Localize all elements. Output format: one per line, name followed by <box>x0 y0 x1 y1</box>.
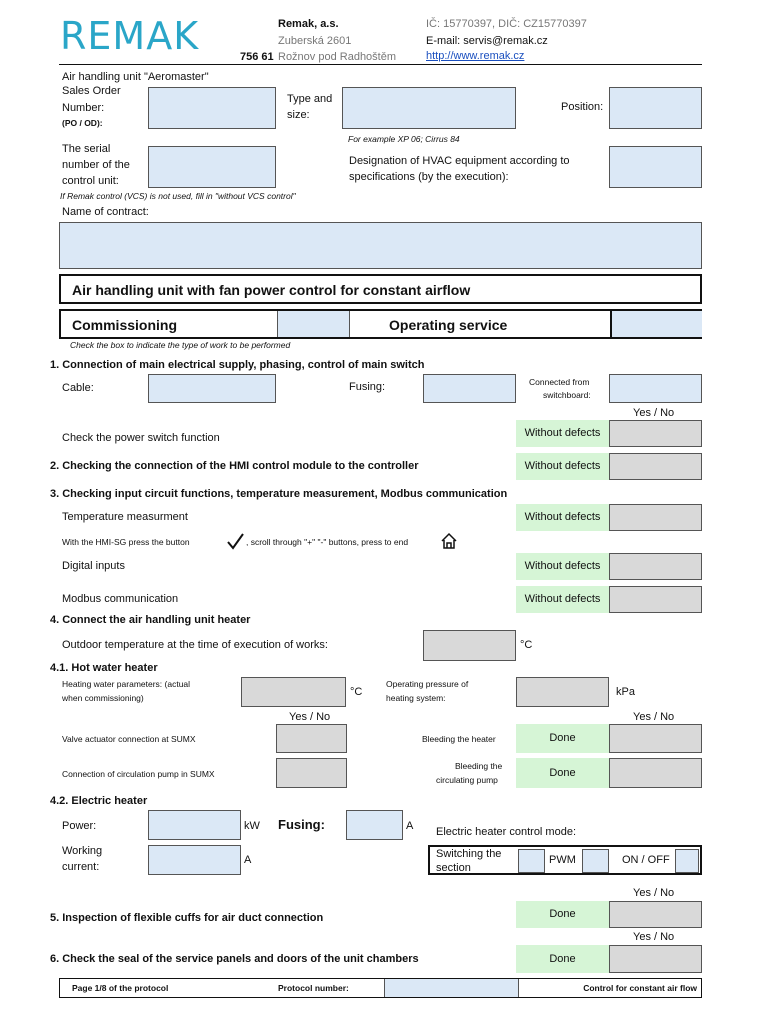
bleed-heater-check[interactable] <box>609 724 702 753</box>
commissioning-checkbox[interactable] <box>277 311 350 337</box>
section-3-title: 3. Checking input circuit functions, temperature measurement, Modbus communication <box>50 488 508 500</box>
yes-no-header: Yes / No <box>633 711 675 723</box>
footer-bar <box>59 978 702 998</box>
company-city: Rožnov pod Radhoštěm <box>278 51 397 63</box>
yes-no-header: Yes / No <box>633 931 675 943</box>
hw-params-label-2: when commissioning) <box>62 693 144 703</box>
designation-label: Designation of HVAC equipment according to <box>349 155 570 167</box>
power-switch-check[interactable] <box>609 420 702 447</box>
section-2-title: 2. Checking the connection of the HMI control module to the controller <box>50 460 419 472</box>
company-email: E-mail: servis@remak.cz <box>426 35 548 47</box>
yes-no-header: Yes / No <box>633 407 675 419</box>
connected-label-2: switchboard: <box>543 390 591 400</box>
sales-order-input[interactable] <box>148 87 276 129</box>
sales-order-label-3: (PO / OD): <box>62 118 103 128</box>
bleed-pump-check[interactable] <box>609 758 702 788</box>
designation-label-2: specifications (by the execution): <box>349 171 509 183</box>
cuffs-check[interactable] <box>609 901 702 928</box>
sales-order-label-2: Number: <box>62 102 105 114</box>
section-1-title: 1. Connection of main electrical supply, phasing, control of main switch <box>50 359 425 371</box>
switching-label: Switching the <box>436 848 502 860</box>
onoff-checkbox[interactable] <box>675 849 699 873</box>
power-label: Power: <box>62 820 97 832</box>
footer-control: Control for constant air flow <box>583 983 697 993</box>
serial-label: The serial <box>62 143 111 155</box>
contract-input[interactable] <box>59 222 702 269</box>
section-4-title: 4. Connect the air handling unit heater <box>50 614 251 626</box>
fusing-input[interactable] <box>346 810 403 840</box>
power-switch-label: Check the power switch function <box>62 432 220 444</box>
pwm-label: PWM <box>549 854 576 866</box>
unit-celsius: °C <box>350 686 363 698</box>
without-defects-badge: Without defects <box>516 504 609 531</box>
footer-protocol-label: Protocol number: <box>278 983 349 993</box>
without-defects-badge: Without defects <box>516 586 609 613</box>
without-defects-badge: Without defects <box>516 420 609 447</box>
unit-title: Air handling unit "Aeromaster" <box>62 71 209 83</box>
serial-label-3: control unit: <box>62 175 119 187</box>
section-5-title: 5. Inspection of flexible cuffs for air duct connection <box>50 912 324 924</box>
control-mode-label: Electric heater control mode: <box>436 826 577 838</box>
type-example-note: For example XP 06; Cirrus 84 <box>348 134 460 144</box>
title-banner <box>59 274 702 304</box>
position-input[interactable] <box>609 87 702 129</box>
type-label: Type and <box>287 93 333 105</box>
onoff-label: ON / OFF <box>622 854 670 866</box>
switching-label-2: section <box>436 862 471 874</box>
commissioning-label: Commissioning <box>72 317 178 333</box>
protocol-number-input[interactable] <box>384 979 519 997</box>
done-badge: Done <box>516 758 609 788</box>
contract-label: Name of contract: <box>62 206 149 218</box>
working-current-label-2: current: <box>62 861 100 873</box>
position-label: Position: <box>561 101 604 113</box>
modbus-check[interactable] <box>609 586 702 613</box>
connected-input[interactable] <box>609 374 702 403</box>
temp-check[interactable] <box>609 504 702 531</box>
unit-ampere: A <box>244 854 252 866</box>
switching-mode-group <box>428 845 702 875</box>
op-pressure-label-2: heating system: <box>386 693 446 703</box>
digital-inputs-label: Digital inputs <box>62 560 125 572</box>
pump-check[interactable] <box>276 758 347 788</box>
company-ids: IČ: 15770397, DIČ: CZ15770397 <box>426 18 587 30</box>
done-badge: Done <box>516 724 609 753</box>
section-4-1-title: 4.1. Hot water heater <box>50 662 158 674</box>
unit-kw: kW <box>244 820 260 832</box>
bleed-pump-label-2: circulating pump <box>436 775 498 785</box>
home-icon <box>440 532 458 550</box>
outdoor-temp-label: Outdoor temperature at the time of execution of works: <box>62 639 328 651</box>
digital-inputs-check[interactable] <box>609 553 702 580</box>
without-defects-badge: Without defects <box>516 453 609 480</box>
work-type-note: Check the box to indicate the type of work to be performed <box>70 340 291 350</box>
type-label-2: size: <box>287 109 310 121</box>
bleed-heater-label: Bleeding the heater <box>422 734 496 744</box>
pwm-checkbox[interactable] <box>582 849 609 873</box>
fusing-label: Fusing: <box>349 381 386 393</box>
hmi-connection-check[interactable] <box>609 453 702 480</box>
unit-celsius: °C <box>520 639 533 651</box>
working-current-label: Working <box>62 845 103 857</box>
hmi-instruction: With the HMI-SG press the button <box>62 537 190 547</box>
serial-label-2: number of the <box>62 159 130 171</box>
temp-label: Temperature measurment <box>62 511 188 523</box>
yes-no-header: Yes / No <box>289 711 331 723</box>
power-input[interactable] <box>148 810 241 840</box>
cable-input[interactable] <box>148 374 276 403</box>
remak-logo: REMAK <box>60 14 200 58</box>
company-web-link[interactable]: http://www.remak.cz <box>426 50 525 62</box>
fusing-label: Fusing: <box>278 817 325 832</box>
serial-note: If Remak control (VCS) is not used, fill in "without VCS control" <box>60 191 296 201</box>
footer-page: Page 1/8 of the protocol <box>72 983 169 993</box>
section-4-2-title: 4.2. Electric heater <box>50 795 148 807</box>
serial-number-input[interactable] <box>148 146 276 188</box>
done-badge: Done <box>516 901 609 928</box>
seal-check[interactable] <box>609 945 702 973</box>
section-6-title: 6. Check the seal of the service panels and doors of the unit chambers <box>50 953 419 965</box>
op-pressure-input[interactable] <box>516 677 609 707</box>
operating-label: Operating service <box>389 317 508 333</box>
company-zip: 756 61 <box>240 51 274 63</box>
op-pressure-label: Operating pressure of <box>386 679 469 689</box>
unit-ampere: A <box>406 820 414 832</box>
working-current-input[interactable] <box>148 845 241 875</box>
cable-label: Cable: <box>62 382 94 394</box>
hw-params-label: Heating water parameters: (actual <box>62 679 191 689</box>
without-defects-badge: Without defects <box>516 553 609 580</box>
modbus-label: Modbus communication <box>62 593 179 605</box>
switching-checkbox[interactable] <box>518 849 545 873</box>
fusing-input[interactable] <box>423 374 516 403</box>
work-type-row <box>59 309 702 339</box>
unit-kpa: kPa <box>616 686 635 698</box>
checkmark-icon <box>225 531 245 551</box>
connected-label: Connected from <box>529 377 590 387</box>
company-street: Zuberská 2601 <box>278 35 352 47</box>
sales-order-label: Sales Order <box>62 85 121 97</box>
company-name: Remak, a.s. <box>278 18 339 30</box>
bleed-pump-label: Bleeding the <box>455 761 503 771</box>
outdoor-temp-input[interactable] <box>423 630 516 661</box>
valve-check[interactable] <box>276 724 347 753</box>
designation-input[interactable] <box>609 146 702 188</box>
valve-label: Valve actuator connection at SUMX <box>62 734 196 744</box>
type-size-input[interactable] <box>342 87 516 129</box>
hmi-instruction-2: , scroll through "+" "-" buttons, press to end <box>246 537 409 547</box>
header-divider <box>59 64 702 65</box>
yes-no-header: Yes / No <box>633 887 675 899</box>
banner-title: Air handling unit with fan power control for constant airflow <box>72 282 471 298</box>
pump-label: Connection of circulation pump in SUMX <box>62 769 215 779</box>
operating-checkbox[interactable] <box>610 311 702 337</box>
done-badge: Done <box>516 945 609 973</box>
hw-params-input[interactable] <box>241 677 346 707</box>
